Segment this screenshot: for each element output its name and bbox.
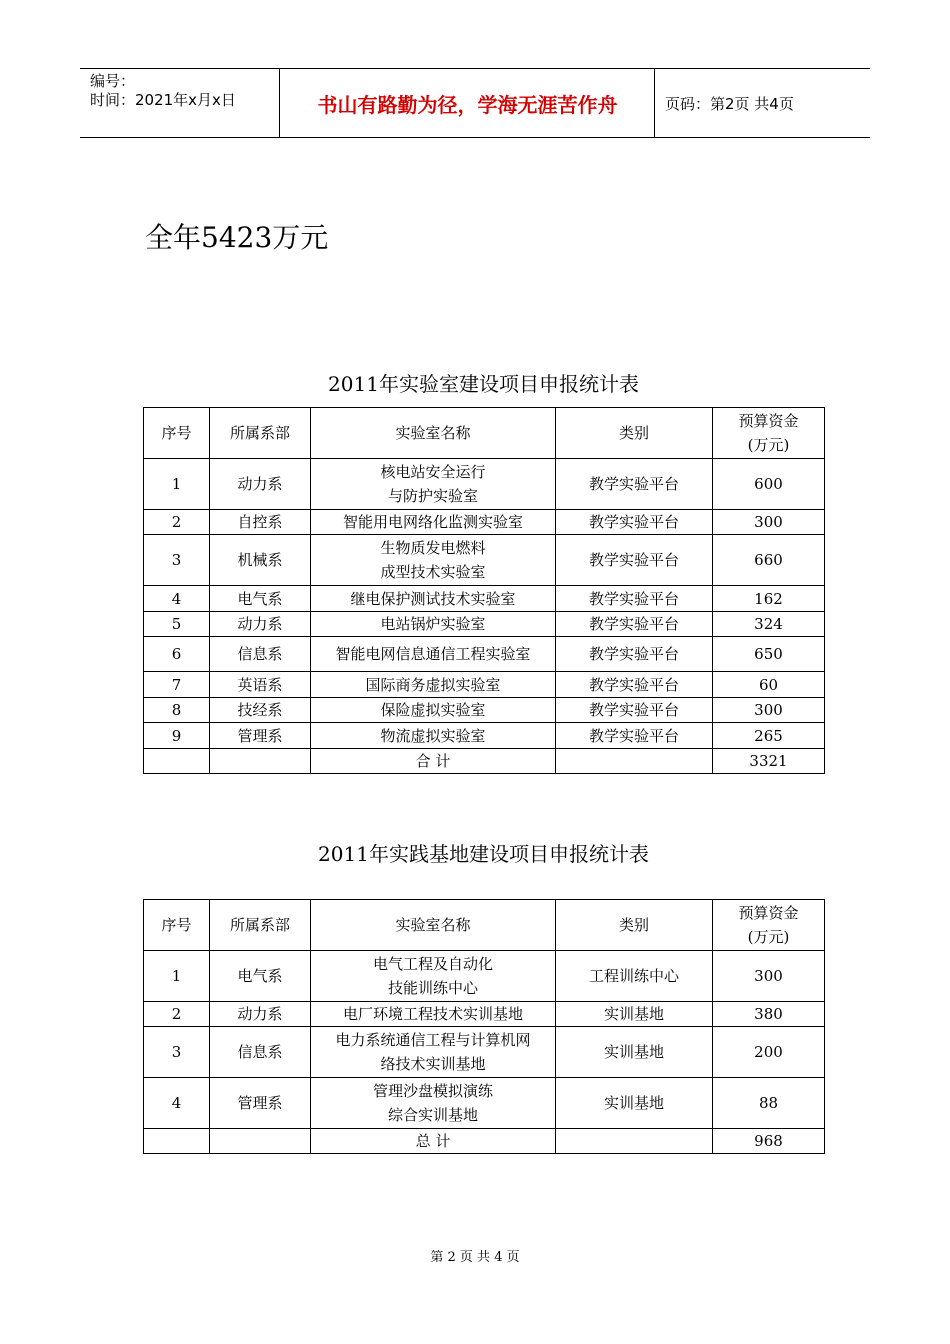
table-row (144, 1078, 825, 1129)
table-cell: 4 (144, 586, 210, 612)
table-header-cell: 实验室名称 (311, 900, 556, 951)
empty-cell (556, 1129, 713, 1154)
table-header-cell: 实验室名称 (311, 408, 556, 459)
table-total-row (144, 1129, 825, 1154)
table-cell: 实训基地 (556, 1027, 713, 1078)
base-projects-table-body (144, 900, 825, 1154)
table-cell: 6 (144, 637, 210, 672)
table-header-cell: 所属系部 (210, 900, 311, 951)
table-header-cell: 序号 (144, 900, 210, 951)
table-cell: 生物质发电燃料 成型技术实验室 (311, 535, 556, 586)
table-cell: 管理沙盘模拟演练 综合实训基地 (311, 1078, 556, 1129)
table-header-cell: 预算资金 (万元) (713, 408, 825, 459)
table-row (144, 1002, 825, 1027)
table-cell: 650 (713, 637, 825, 672)
table-cell: 4 (144, 1078, 210, 1129)
table-row (144, 1027, 825, 1078)
empty-cell (210, 1129, 311, 1154)
empty-cell (144, 1129, 210, 1154)
table-cell: 教学实验平台 (556, 535, 713, 586)
table-cell: 动力系 (210, 459, 311, 510)
table1-title: 2011年实验室建设项目申报统计表 (328, 372, 639, 396)
document-date: 时间：2021年x月x日 (90, 91, 236, 109)
table-cell: 物流虚拟实验室 (311, 723, 556, 749)
table-header-cell: 所属系部 (210, 408, 311, 459)
table-cell: 9 (144, 723, 210, 749)
table-cell: 信息系 (210, 637, 311, 672)
table-header-cell: 序号 (144, 408, 210, 459)
table-row (144, 723, 825, 749)
table-cell: 教学实验平台 (556, 698, 713, 723)
table-cell: 核电站安全运行 与防护实验室 (311, 459, 556, 510)
table-row (144, 510, 825, 535)
table-cell: 162 (713, 586, 825, 612)
table-cell: 教学实验平台 (556, 612, 713, 637)
table-cell: 60 (713, 672, 825, 698)
table-cell: 机械系 (210, 535, 311, 586)
empty-cell (210, 749, 311, 774)
table-header-row (144, 408, 825, 459)
page-footer: 第 2 页 共 4 页 (430, 1250, 520, 1265)
table-row (144, 951, 825, 1002)
total-value: 3321 (713, 749, 825, 774)
table-cell: 电厂环境工程技术实训基地 (311, 1002, 556, 1027)
table-header-row (144, 900, 825, 951)
table-cell: 380 (713, 1002, 825, 1027)
table-cell: 2 (144, 1002, 210, 1027)
table-header-cell: 类别 (556, 900, 713, 951)
table-cell: 教学实验平台 (556, 637, 713, 672)
table-header-cell: 预算资金 (万元) (713, 900, 825, 951)
table-cell: 324 (713, 612, 825, 637)
table-cell: 保险虚拟实验室 (311, 698, 556, 723)
table-row (144, 535, 825, 586)
table-cell: 3 (144, 1027, 210, 1078)
table-cell: 技经系 (210, 698, 311, 723)
total-label: 总 计 (311, 1129, 556, 1154)
table-cell: 300 (713, 510, 825, 535)
table-cell: 实训基地 (556, 1078, 713, 1129)
table-cell: 1 (144, 951, 210, 1002)
lab-projects-table-body (144, 408, 825, 774)
table-row (144, 459, 825, 510)
table-cell: 教学实验平台 (556, 723, 713, 749)
table-row (144, 637, 825, 672)
table-cell: 7 (144, 672, 210, 698)
table-cell: 88 (713, 1078, 825, 1129)
table-cell: 智能用电网络化监测实验室 (311, 510, 556, 535)
table-cell: 动力系 (210, 612, 311, 637)
table-cell: 继电保护测试技术实验室 (311, 586, 556, 612)
table-cell: 2 (144, 510, 210, 535)
table-cell: 电气工程及自动化 技能训练中心 (311, 951, 556, 1002)
empty-cell (144, 749, 210, 774)
base-projects-table (143, 899, 825, 1154)
table-cell: 电站锅炉实验室 (311, 612, 556, 637)
table-cell: 3 (144, 535, 210, 586)
table-cell: 教学实验平台 (556, 459, 713, 510)
table-cell: 600 (713, 459, 825, 510)
table-total-row (144, 749, 825, 774)
table-cell: 200 (713, 1027, 825, 1078)
document-number-label: 编号： (90, 72, 136, 90)
empty-cell (556, 749, 713, 774)
header-meta (80, 69, 280, 137)
table-cell: 教学实验平台 (556, 672, 713, 698)
table-cell: 教学实验平台 (556, 586, 713, 612)
table-cell: 英语系 (210, 672, 311, 698)
total-value: 968 (713, 1129, 825, 1154)
table-cell: 动力系 (210, 1002, 311, 1027)
table-cell: 660 (713, 535, 825, 586)
table-cell: 管理系 (210, 723, 311, 749)
table-cell: 265 (713, 723, 825, 749)
total-label: 合 计 (311, 749, 556, 774)
table-cell: 电力系统通信工程与计算机网 络技术实训基地 (311, 1027, 556, 1078)
table-cell: 国际商务虚拟实验室 (311, 672, 556, 698)
table-header-cell: 类别 (556, 408, 713, 459)
table-cell: 1 (144, 459, 210, 510)
lab-projects-table (143, 407, 825, 774)
annual-total-heading: 全年5423万元 (145, 221, 329, 254)
table-cell: 工程训练中心 (556, 951, 713, 1002)
table-cell: 电气系 (210, 951, 311, 1002)
table-cell: 300 (713, 698, 825, 723)
page-header (80, 68, 870, 138)
table-cell: 实训基地 (556, 1002, 713, 1027)
table-row (144, 586, 825, 612)
table-cell: 管理系 (210, 1078, 311, 1129)
table-cell: 电气系 (210, 586, 311, 612)
table-cell: 300 (713, 951, 825, 1002)
table-row (144, 612, 825, 637)
table-row (144, 672, 825, 698)
header-page-info: 页码：第2页 共4页 (665, 94, 794, 113)
table-cell: 5 (144, 612, 210, 637)
table-cell: 教学实验平台 (556, 510, 713, 535)
header-motto: 书山有路勤为径，学海无涯苦作舟 (281, 69, 655, 137)
table-cell: 自控系 (210, 510, 311, 535)
table-cell: 智能电网信息通信工程实验室 (311, 637, 556, 672)
table-row (144, 698, 825, 723)
table-cell: 8 (144, 698, 210, 723)
table-cell: 信息系 (210, 1027, 311, 1078)
table2-title: 2011年实践基地建设项目申报统计表 (318, 842, 649, 866)
